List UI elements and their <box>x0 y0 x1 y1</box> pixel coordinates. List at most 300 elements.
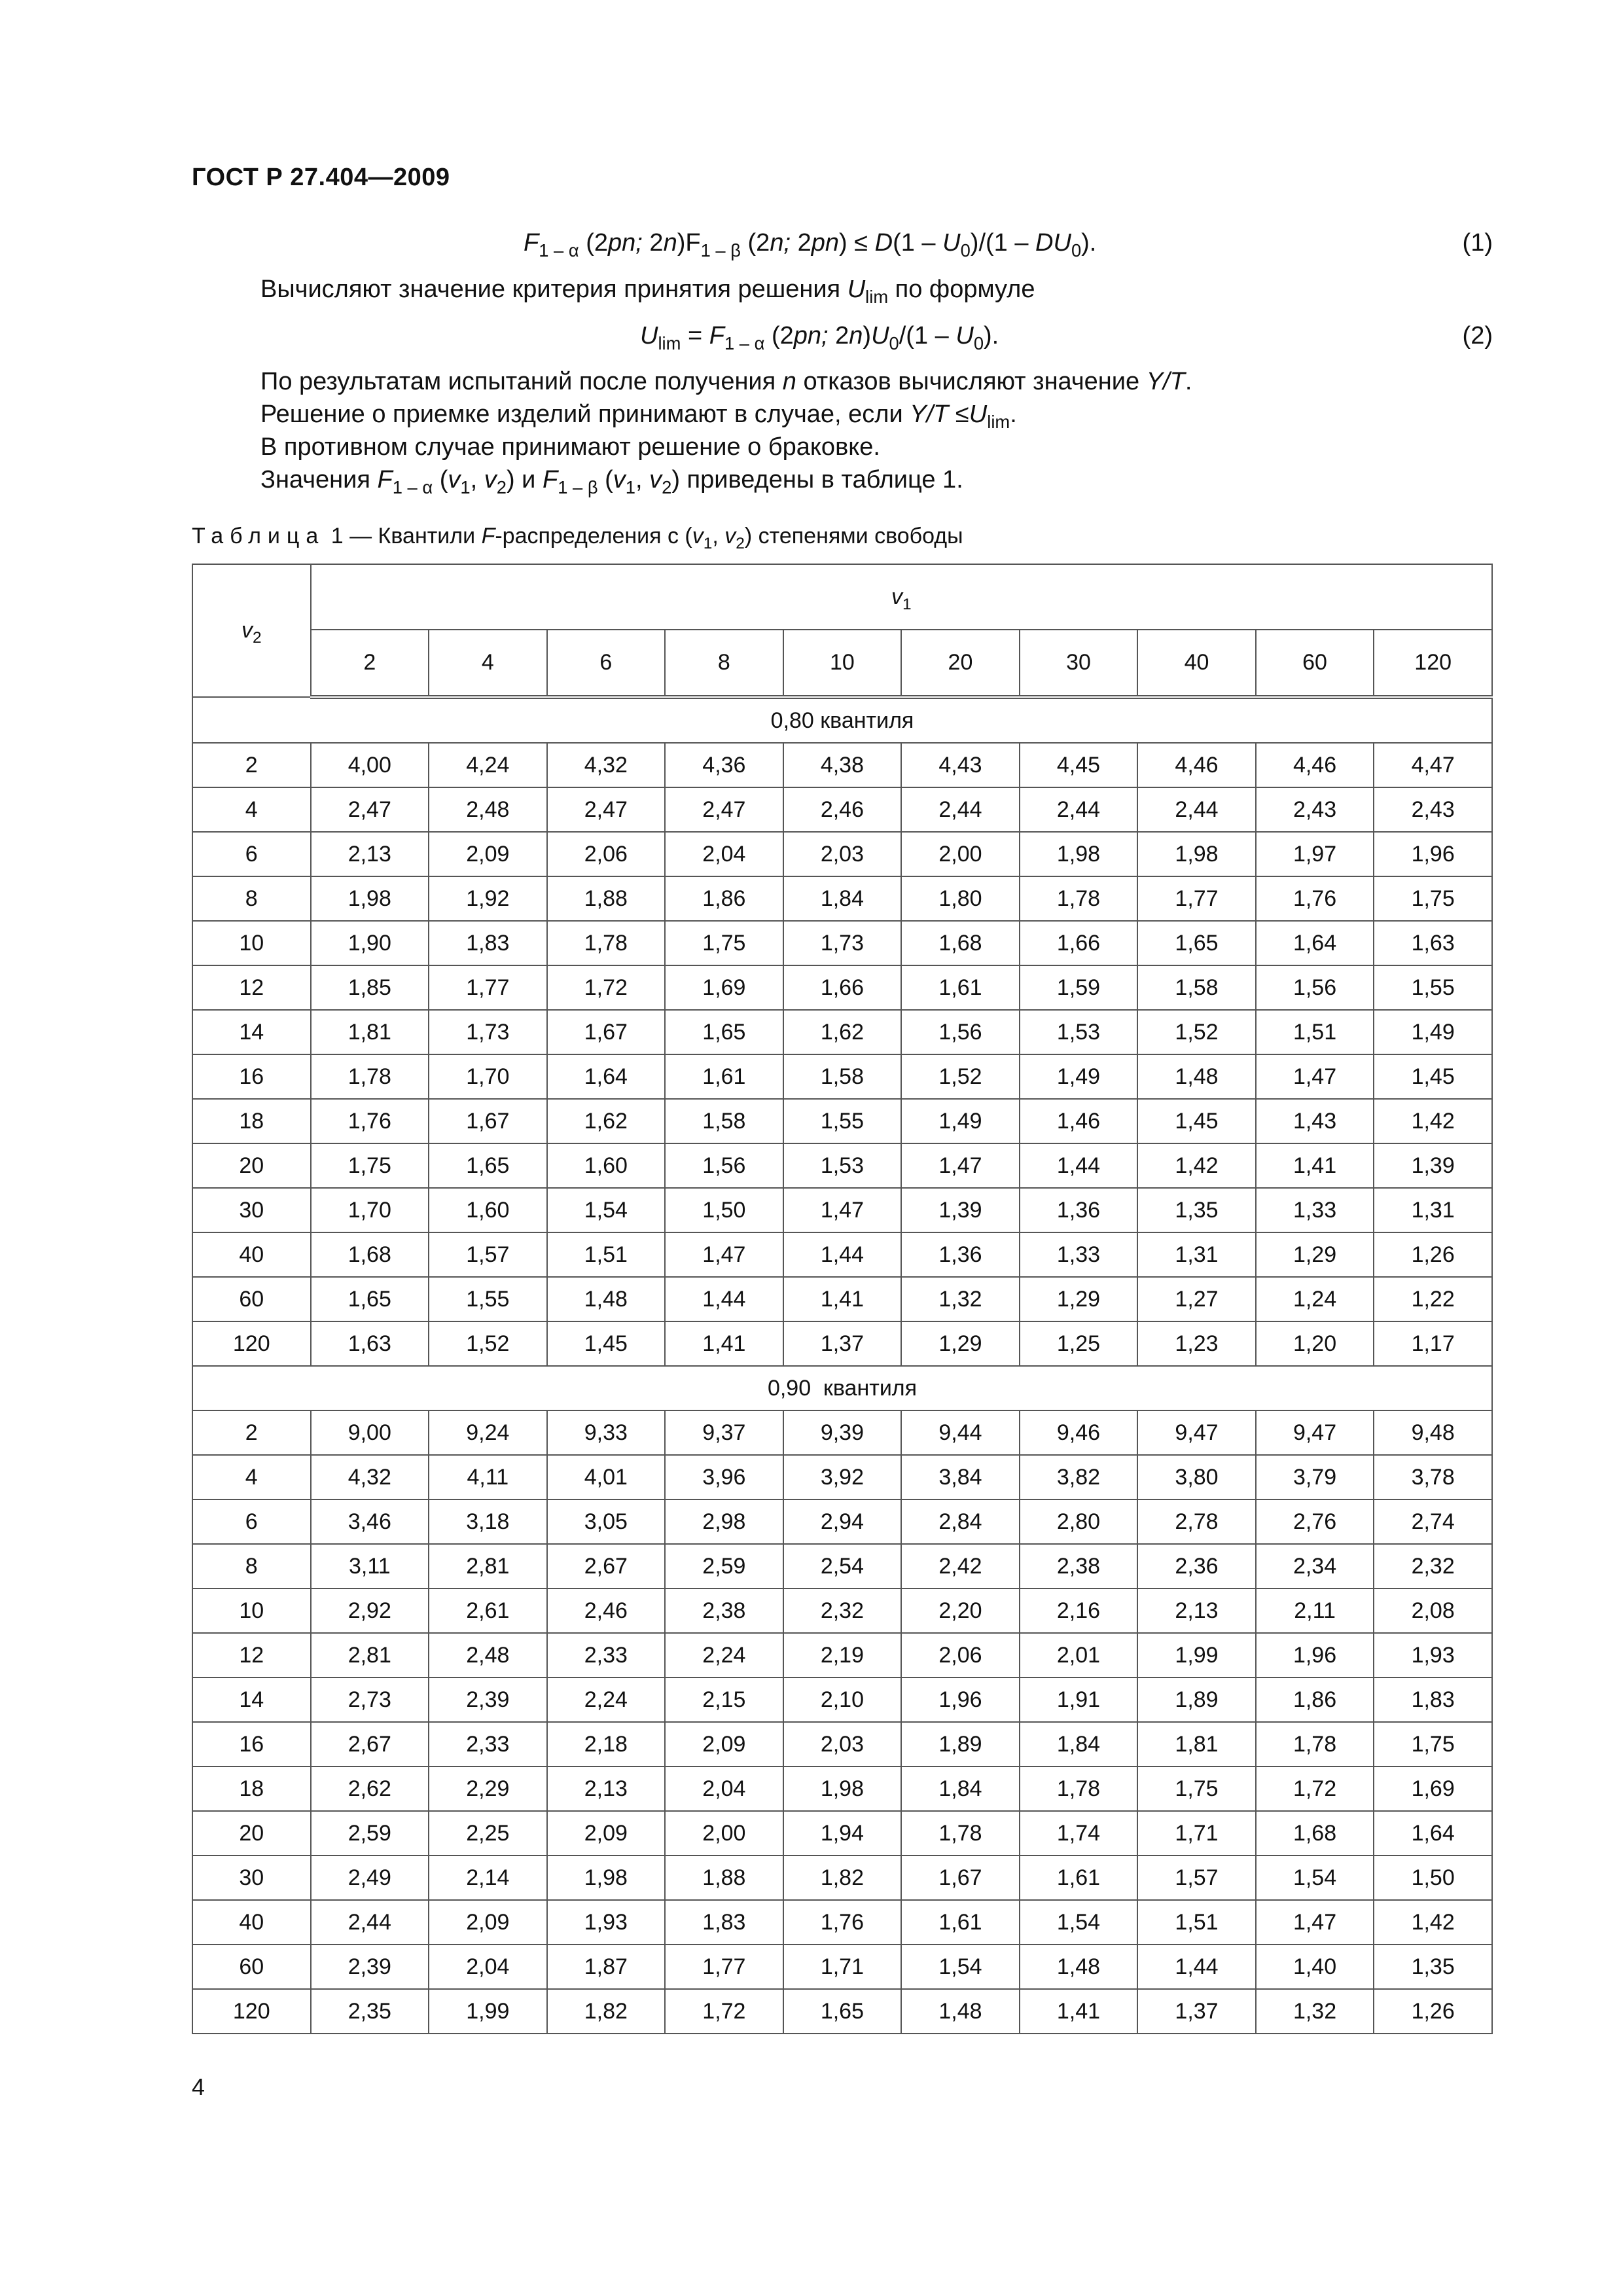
section-header-row <box>192 697 1492 743</box>
value-cell: 1,51 <box>1137 1900 1256 1945</box>
formula-1 <box>524 229 1097 260</box>
paragraph-text: v <box>484 466 497 493</box>
value-cell: 1,55 <box>429 1277 547 1321</box>
table-row <box>192 1945 1492 1989</box>
value-cell: 1,60 <box>429 1188 547 1232</box>
formula-text: /(1 – <box>899 322 956 350</box>
formula-text: 0 <box>973 332 984 353</box>
v2-cell: 10 <box>192 921 311 965</box>
value-cell: 2,44 <box>1137 787 1256 832</box>
value-cell: 2,00 <box>665 1811 783 1856</box>
v2-cell: 6 <box>192 832 311 876</box>
value-cell: 1,44 <box>1137 1945 1256 1989</box>
value-cell: 9,47 <box>1256 1410 1374 1455</box>
v2-cell: 2 <box>192 1410 311 1455</box>
value-cell: 1,36 <box>1020 1188 1138 1232</box>
v2-cell: 16 <box>192 1054 311 1099</box>
section-title: 0,80 квантиля <box>192 697 1492 743</box>
value-cell: 2,54 <box>783 1544 902 1588</box>
value-cell: 9,44 <box>901 1410 1020 1455</box>
value-cell: 1,98 <box>547 1856 666 1900</box>
value-cell: 1,41 <box>783 1277 902 1321</box>
value-cell: 1,29 <box>1020 1277 1138 1321</box>
value-cell: 9,47 <box>1137 1410 1256 1455</box>
value-cell: 2,33 <box>429 1722 547 1767</box>
value-cell: 1,48 <box>901 1989 1020 2034</box>
paragraph-text: , <box>635 466 650 493</box>
section-header-row <box>192 1366 1492 1410</box>
value-cell: 1,81 <box>311 1010 429 1054</box>
value-cell: 1,49 <box>901 1099 1020 1143</box>
value-cell: 1,71 <box>1137 1811 1256 1856</box>
value-cell: 2,13 <box>1137 1588 1256 1633</box>
value-cell: 2,39 <box>311 1945 429 1989</box>
value-cell: 1,32 <box>1256 1989 1374 2034</box>
intro-text: Вычисляют значение критерия принятия решения <box>260 276 847 303</box>
v2-cell: 4 <box>192 787 311 832</box>
value-cell: 2,00 <box>901 832 1020 876</box>
value-cell: 1,31 <box>1137 1232 1256 1277</box>
v2-cell: 12 <box>192 1633 311 1677</box>
value-cell: 2,44 <box>311 1900 429 1945</box>
formula-text: )F <box>677 229 701 257</box>
value-cell: 2,39 <box>429 1677 547 1722</box>
header-v1-label: v <box>891 584 902 609</box>
v2-cell: 20 <box>192 1811 311 1856</box>
caption-text: ) степенями свободы <box>744 524 963 548</box>
table-row <box>192 1277 1492 1321</box>
paragraph-text: отказов вычисляют значение <box>796 368 1147 395</box>
table-caption <box>192 524 963 552</box>
table-row <box>192 1188 1492 1232</box>
value-cell: 1,70 <box>429 1054 547 1099</box>
value-cell: 1,45 <box>1374 1054 1492 1099</box>
value-cell: 1,64 <box>547 1054 666 1099</box>
value-cell: 2,04 <box>429 1945 547 1989</box>
value-cell: 2,19 <box>783 1633 902 1677</box>
value-cell: 1,77 <box>1137 876 1256 921</box>
table-row <box>192 1099 1492 1143</box>
value-cell: 1,55 <box>783 1099 902 1143</box>
column-header: 60 <box>1256 630 1374 697</box>
value-cell: 1,49 <box>1374 1010 1492 1054</box>
value-cell: 2,81 <box>311 1633 429 1677</box>
v2-cell: 20 <box>192 1143 311 1188</box>
value-cell: 1,67 <box>429 1099 547 1143</box>
v2-cell: 40 <box>192 1232 311 1277</box>
formula-text: 1 – β <box>700 240 741 260</box>
formula-intro <box>260 276 1035 307</box>
paragraph-text: 2 <box>496 476 507 497</box>
value-cell: 1,66 <box>1020 921 1138 965</box>
value-cell: 1,37 <box>783 1321 902 1366</box>
value-cell: 2,47 <box>547 787 666 832</box>
value-cell: 1,83 <box>429 921 547 965</box>
value-cell: 2,09 <box>429 1900 547 1945</box>
value-cell: 9,33 <box>547 1410 666 1455</box>
value-cell: 1,88 <box>547 876 666 921</box>
value-cell: 2,61 <box>429 1588 547 1633</box>
value-cell: 2,76 <box>1256 1499 1374 1544</box>
value-cell: 1,61 <box>1020 1856 1138 1900</box>
value-cell: 2,84 <box>901 1499 1020 1544</box>
value-cell: 1,50 <box>1374 1856 1492 1900</box>
value-cell: 1,61 <box>901 1900 1020 1945</box>
value-cell: 1,82 <box>547 1989 666 2034</box>
value-cell: 3,18 <box>429 1499 547 1544</box>
formula-text: )/(1 – <box>970 229 1036 257</box>
value-cell: 2,98 <box>665 1499 783 1544</box>
value-cell: 1,67 <box>901 1856 1020 1900</box>
value-cell: 1,83 <box>1374 1677 1492 1722</box>
v2-cell: 120 <box>192 1321 311 1366</box>
table-row <box>192 921 1492 965</box>
value-cell: 1,78 <box>311 1054 429 1099</box>
v2-cell: 120 <box>192 1989 311 2034</box>
value-cell: 1,92 <box>429 876 547 921</box>
value-cell: 1,70 <box>311 1188 429 1232</box>
value-cell: 1,47 <box>1256 1900 1374 1945</box>
value-cell: 1,33 <box>1020 1232 1138 1277</box>
value-cell: 1,73 <box>783 921 902 965</box>
v2-cell: 8 <box>192 876 311 921</box>
value-cell: 1,84 <box>1020 1722 1138 1767</box>
formula-text: n <box>663 229 677 257</box>
value-cell: 2,59 <box>665 1544 783 1588</box>
value-cell: 1,87 <box>547 1945 666 1989</box>
formula-text: F <box>709 322 724 350</box>
value-cell: 1,78 <box>901 1811 1020 1856</box>
paragraph-text: v <box>613 466 626 493</box>
value-cell: 4,45 <box>1020 743 1138 787</box>
value-cell: 1,46 <box>1020 1099 1138 1143</box>
table-row <box>192 1633 1492 1677</box>
value-cell: 1,86 <box>665 876 783 921</box>
value-cell: 1,27 <box>1137 1277 1256 1321</box>
v2-cell: 10 <box>192 1588 311 1633</box>
value-cell: 2,34 <box>1256 1544 1374 1588</box>
value-cell: 1,44 <box>783 1232 902 1277</box>
table-row <box>192 832 1492 876</box>
value-cell: 2,46 <box>783 787 902 832</box>
value-cell: 2,09 <box>665 1722 783 1767</box>
value-cell: 1,68 <box>1256 1811 1374 1856</box>
value-cell: 4,11 <box>429 1455 547 1499</box>
paragraph-text: ( <box>433 466 448 493</box>
value-cell: 1,57 <box>429 1232 547 1277</box>
value-cell: 1,86 <box>1256 1677 1374 1722</box>
formula-text: pn; <box>608 229 643 257</box>
table-row <box>192 965 1492 1010</box>
caption-text: F <box>481 524 495 548</box>
value-cell: 4,43 <box>901 743 1020 787</box>
table-row <box>192 1455 1492 1499</box>
value-cell: 1,72 <box>1256 1767 1374 1811</box>
value-cell: 2,47 <box>665 787 783 832</box>
value-cell: 2,04 <box>665 1767 783 1811</box>
column-header: 40 <box>1137 630 1256 697</box>
value-cell: 2,43 <box>1374 787 1492 832</box>
value-cell: 1,47 <box>783 1188 902 1232</box>
paragraph-text: n <box>782 368 796 395</box>
value-cell: 1,93 <box>1374 1633 1492 1677</box>
value-cell: 2,94 <box>783 1499 902 1544</box>
value-cell: 1,78 <box>1020 876 1138 921</box>
value-cell: 2,47 <box>311 787 429 832</box>
value-cell: 2,24 <box>547 1677 666 1722</box>
value-cell: 1,96 <box>1256 1633 1374 1677</box>
paragraph-values <box>260 466 963 497</box>
paragraph-text: . <box>1010 401 1017 428</box>
value-cell: 2,20 <box>901 1588 1020 1633</box>
value-cell: 1,55 <box>1374 965 1492 1010</box>
value-cell: 2,13 <box>311 832 429 876</box>
value-cell: 1,89 <box>901 1722 1020 1767</box>
value-cell: 4,01 <box>547 1455 666 1499</box>
value-cell: 1,42 <box>1374 1099 1492 1143</box>
value-cell: 3,80 <box>1137 1455 1256 1499</box>
value-cell: 1,54 <box>1020 1900 1138 1945</box>
value-cell: 1,52 <box>1137 1010 1256 1054</box>
value-cell: 1,64 <box>1256 921 1374 965</box>
table-row <box>192 1321 1492 1366</box>
value-cell: 1,25 <box>1020 1321 1138 1366</box>
value-cell: 1,40 <box>1256 1945 1374 1989</box>
formula-text: U <box>955 322 974 350</box>
value-cell: 1,41 <box>1020 1989 1138 2034</box>
value-cell: 1,69 <box>1374 1767 1492 1811</box>
paragraph-rejection <box>260 433 880 461</box>
value-cell: 2,03 <box>783 1722 902 1767</box>
header-v2 <box>192 564 311 697</box>
value-cell: 3,46 <box>311 1499 429 1544</box>
value-cell: 1,98 <box>311 876 429 921</box>
formula-text: D <box>874 229 893 257</box>
value-cell: 1,81 <box>1137 1722 1256 1767</box>
value-cell: 3,84 <box>901 1455 1020 1499</box>
value-cell: 1,74 <box>1020 1811 1138 1856</box>
table-row <box>192 787 1492 832</box>
value-cell: 1,37 <box>1137 1989 1256 2034</box>
header-v2-label: v <box>241 618 253 643</box>
formula-text: ) ≤ <box>839 229 875 257</box>
value-cell: 1,62 <box>783 1010 902 1054</box>
value-cell: 9,46 <box>1020 1410 1138 1455</box>
value-cell: 1,75 <box>665 921 783 965</box>
equation-number-1: (1) <box>1462 229 1493 257</box>
table-row <box>192 1588 1492 1633</box>
paragraph-text: Y/T <box>910 401 949 428</box>
value-cell: 2,33 <box>547 1633 666 1677</box>
value-cell: 2,38 <box>665 1588 783 1633</box>
formula-text: 2 <box>828 322 849 350</box>
value-cell: 1,89 <box>1137 1677 1256 1722</box>
formula-text: n <box>849 322 863 350</box>
value-cell: 1,76 <box>783 1900 902 1945</box>
table-row <box>192 1900 1492 1945</box>
value-cell: 1,32 <box>901 1277 1020 1321</box>
value-cell: 1,29 <box>1256 1232 1374 1277</box>
caption-text: v <box>692 524 704 548</box>
v2-cell: 14 <box>192 1677 311 1722</box>
value-cell: 1,42 <box>1137 1143 1256 1188</box>
value-cell: 4,00 <box>311 743 429 787</box>
paragraph-text: F <box>377 466 393 493</box>
header-v1 <box>311 564 1492 630</box>
v2-cell: 8 <box>192 1544 311 1588</box>
value-cell: 4,24 <box>429 743 547 787</box>
value-cell: 2,13 <box>547 1767 666 1811</box>
value-cell: 2,06 <box>901 1633 1020 1677</box>
value-cell: 1,68 <box>311 1232 429 1277</box>
value-cell: 4,36 <box>665 743 783 787</box>
value-cell: 1,65 <box>783 1989 902 2034</box>
table-body <box>192 697 1492 2034</box>
value-cell: 1,41 <box>1256 1143 1374 1188</box>
value-cell: 1,61 <box>901 965 1020 1010</box>
value-cell: 1,45 <box>547 1321 666 1366</box>
caption-text: v <box>724 524 736 548</box>
v2-cell: 60 <box>192 1945 311 1989</box>
caption-text: 1 — Квантили <box>325 524 482 548</box>
value-cell: 3,05 <box>547 1499 666 1544</box>
value-cell: 1,76 <box>1256 876 1374 921</box>
value-cell: 2,46 <box>547 1588 666 1633</box>
v2-cell: 16 <box>192 1722 311 1767</box>
value-cell: 1,63 <box>1374 921 1492 965</box>
value-cell: 1,78 <box>547 921 666 965</box>
formula-text: (1 – <box>893 229 943 257</box>
column-header: 4 <box>429 630 547 697</box>
value-cell: 1,47 <box>665 1232 783 1277</box>
value-cell: 3,96 <box>665 1455 783 1499</box>
caption-text: 2 <box>736 534 745 552</box>
table-row <box>192 1544 1492 1588</box>
formula-text: DU <box>1035 229 1071 257</box>
value-cell: 1,77 <box>665 1945 783 1989</box>
paragraph-text: lim <box>987 411 1010 432</box>
formula-text: 0 <box>1071 240 1082 260</box>
value-cell: 1,47 <box>901 1143 1020 1188</box>
value-cell: 1,39 <box>1374 1143 1492 1188</box>
value-cell: 1,42 <box>1374 1900 1492 1945</box>
value-cell: 2,14 <box>429 1856 547 1900</box>
value-cell: 1,54 <box>1256 1856 1374 1900</box>
value-cell: 1,58 <box>1137 965 1256 1010</box>
value-cell: 1,33 <box>1256 1188 1374 1232</box>
column-header: 6 <box>547 630 666 697</box>
value-cell: 2,09 <box>547 1811 666 1856</box>
page-number: 4 <box>192 2073 205 2100</box>
intro-text: U <box>847 276 866 303</box>
formula-text: ). <box>984 322 999 350</box>
value-cell: 2,74 <box>1374 1499 1492 1544</box>
f-quantile-table <box>192 564 1493 2034</box>
paragraph-text: ( <box>597 466 613 493</box>
value-cell: 1,52 <box>901 1054 1020 1099</box>
value-cell: 1,36 <box>901 1232 1020 1277</box>
formula-text: U <box>871 322 889 350</box>
column-header: 2 <box>311 630 429 697</box>
value-cell: 1,44 <box>665 1277 783 1321</box>
paragraph-text: Значения <box>260 466 378 493</box>
value-cell: 3,78 <box>1374 1455 1492 1499</box>
value-cell: 2,03 <box>783 832 902 876</box>
value-cell: 1,57 <box>1137 1856 1256 1900</box>
paragraph-text: ≤ <box>948 401 969 428</box>
value-cell: 1,45 <box>1137 1099 1256 1143</box>
value-cell: 1,99 <box>1137 1633 1256 1677</box>
paragraph-text: 1 – α <box>392 476 433 497</box>
formula-text: lim <box>658 332 681 353</box>
value-cell: 2,48 <box>429 787 547 832</box>
value-cell: 1,69 <box>665 965 783 1010</box>
paragraph-text: v <box>649 466 662 493</box>
table-row <box>192 1989 1492 2034</box>
value-cell: 3,82 <box>1020 1455 1138 1499</box>
v2-cell: 40 <box>192 1900 311 1945</box>
formula-text: U <box>640 322 658 350</box>
formula-text: (2 <box>764 322 794 350</box>
value-cell: 1,29 <box>901 1321 1020 1366</box>
value-cell: 2,24 <box>665 1633 783 1677</box>
value-cell: 1,41 <box>665 1321 783 1366</box>
header-v1-sub: 1 <box>902 595 912 613</box>
value-cell: 1,51 <box>547 1232 666 1277</box>
value-cell: 2,73 <box>311 1677 429 1722</box>
value-cell: 1,72 <box>665 1989 783 2034</box>
table-row <box>192 743 1492 787</box>
formula-text: pn <box>811 229 839 257</box>
formula-text: 0 <box>889 332 899 353</box>
value-cell: 1,96 <box>901 1677 1020 1722</box>
caption-text: 1 <box>703 534 713 552</box>
value-cell: 2,59 <box>311 1811 429 1856</box>
value-cell: 2,09 <box>429 832 547 876</box>
value-cell: 1,65 <box>311 1277 429 1321</box>
value-cell: 2,29 <box>429 1767 547 1811</box>
value-cell: 2,08 <box>1374 1588 1492 1633</box>
v2-cell: 6 <box>192 1499 311 1544</box>
caption-label: Таблица <box>192 524 325 548</box>
value-cell: 9,00 <box>311 1410 429 1455</box>
formula-text: F <box>524 229 539 257</box>
value-cell: 1,24 <box>1256 1277 1374 1321</box>
value-cell: 1,26 <box>1374 1989 1492 2034</box>
value-cell: 2,44 <box>1020 787 1138 832</box>
table-row <box>192 1722 1492 1767</box>
value-cell: 1,67 <box>547 1010 666 1054</box>
paragraph-text: ) и <box>506 466 543 493</box>
paragraph-text: По результатам испытаний после получения <box>260 368 783 395</box>
table-row <box>192 1677 1492 1722</box>
value-cell: 2,92 <box>311 1588 429 1633</box>
value-cell: 2,48 <box>429 1633 547 1677</box>
value-cell: 2,36 <box>1137 1544 1256 1588</box>
value-cell: 1,63 <box>311 1321 429 1366</box>
formula-text: 1 – α <box>539 240 579 260</box>
value-cell: 1,65 <box>429 1143 547 1188</box>
value-cell: 1,58 <box>783 1054 902 1099</box>
column-header: 20 <box>901 630 1020 697</box>
equation-number-2: (2) <box>1462 322 1493 350</box>
column-header: 8 <box>665 630 783 697</box>
v2-cell: 18 <box>192 1767 311 1811</box>
value-cell: 4,38 <box>783 743 902 787</box>
value-cell: 1,52 <box>429 1321 547 1366</box>
value-cell: 1,56 <box>901 1010 1020 1054</box>
value-cell: 4,46 <box>1137 743 1256 787</box>
